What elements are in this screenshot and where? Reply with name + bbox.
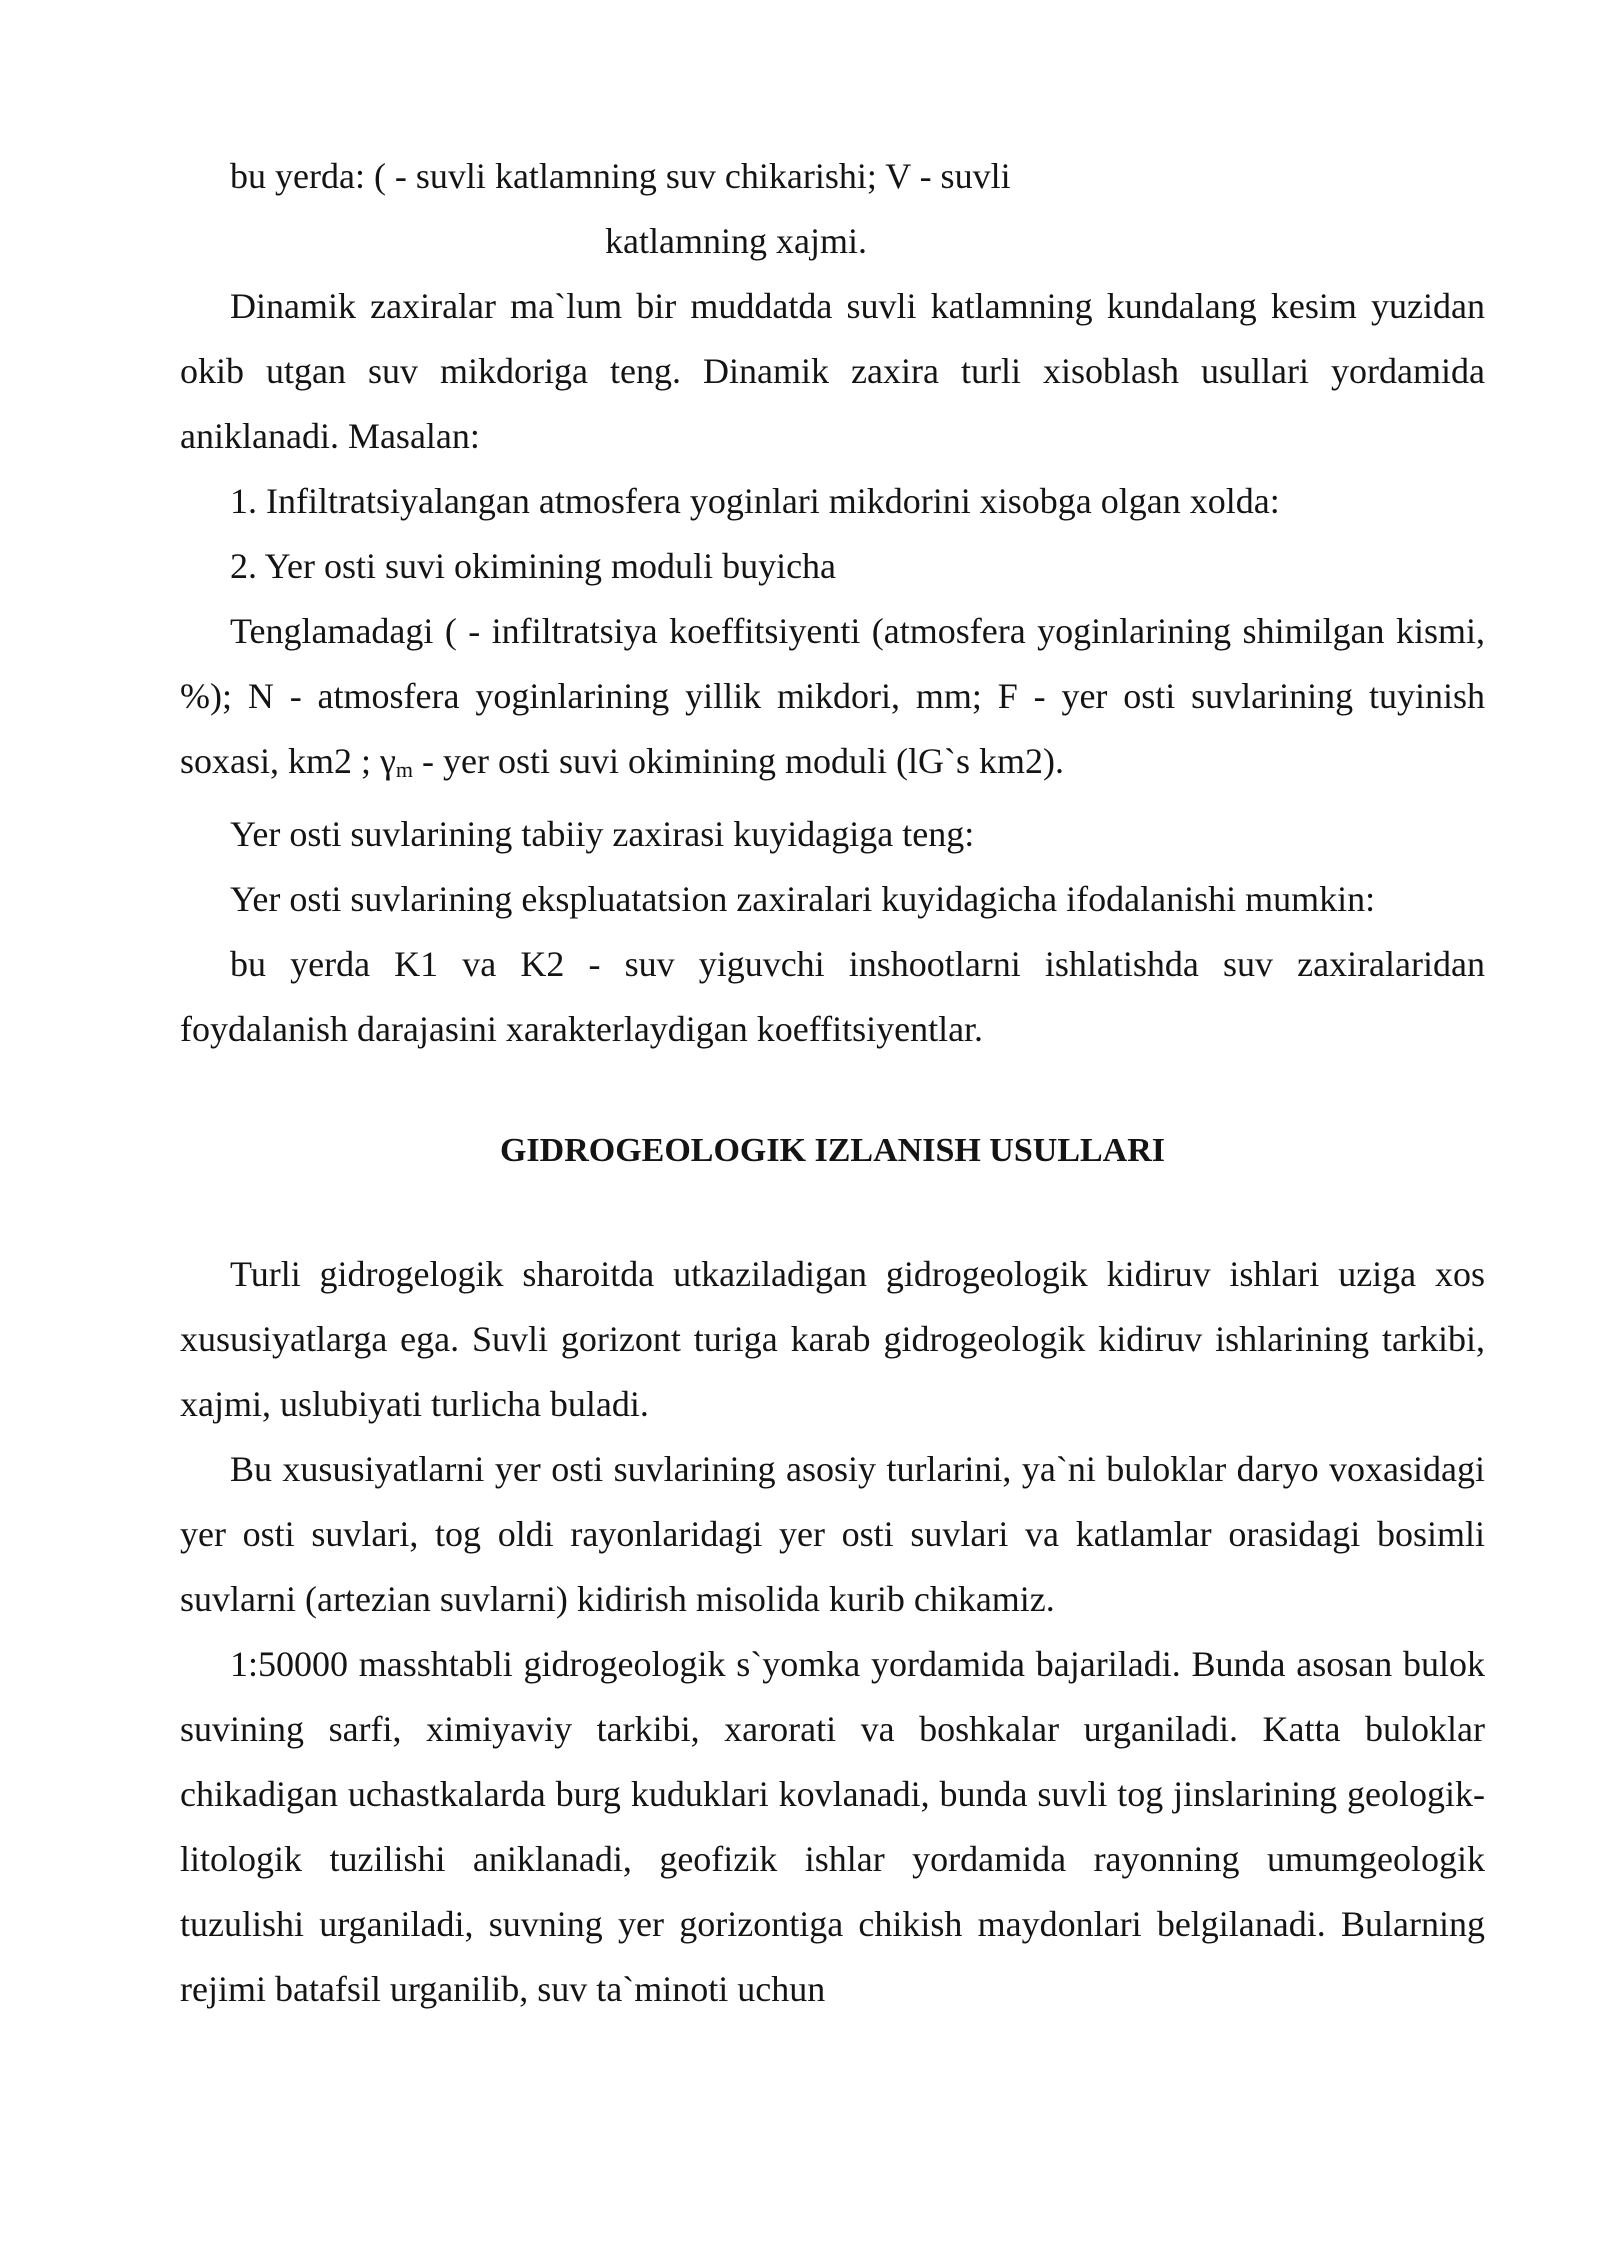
paragraph-equation-terms: [180, 599, 1485, 802]
paragraph-exploration-intro: Turli gidrogelogik sharoitda utkaziladigan gidrogeologik kidiruv ishlari uziga xos xususiyatlarga ega. Suvli gorizont turiga karab gidrogeologik kidiruv ishlarining tarkibi, xajmi, uslubiyati turlicha buladi.: [180, 1254, 1485, 1424]
gamma-subscript: m: [395, 757, 414, 782]
section-heading: GIDROGEOLOGIK IZLANISH USULLARI: [499, 1132, 1166, 1169]
paragraph-method-2: 2. Yer osti suvi okimining moduli buyicha: [230, 546, 837, 586]
equation-terms-text: Tenglamadagi ( - infiltratsiya koeffitsiyenti (atmosfera yoginlarining shimilgan kismi, %); N - atmosfera yoginlarining yillik mikdori, mm; F - yer osti suvlarining tuyinish soxasi, km2 ; γ: [180, 611, 1485, 781]
paragraph-coefficients: bu yerda K1 va K2 - suv yiguvchi inshootlarni ishlatishda suv zaxiralaridan foydalanish darajasini xarakterlaydigan koeffitsiyentlar.: [180, 944, 1485, 1049]
text-block-reserves: [180, 144, 1485, 1062]
paragraph-survey-scale: 1:50000 masshtabli gidrogeologik s`yomka yordamida bajariladi. Bunda asosan bulok suvining sarfi, ximiyaviy tarkibi, xarorati va boshkalar urganiladi. Katta buloklar chikadigan uchastkalarda burg kuduklari kovlanadi, bunda suvli tog jinslarining geologik-litologik tuzilishi aniklanadi, geofizik ishlar yordamida rayonning umumgeologik tuzulishi urganiladi, suvning yer gorizontiga chikish maydonlari belgilanadi. Bularning rejimi batafsil urganilib, suv ta`minoti uchun: [180, 1644, 1485, 2009]
paragraph-exploitation-reserve: Yer osti suvlarining ekspluatatsion zaxiralari kuyidagicha ifodalanishi mumkin:: [230, 879, 1376, 919]
text-block-methods: [180, 1242, 1485, 2022]
paragraph-where-line2: katlamning xajmi.: [605, 221, 867, 261]
paragraph-where-line1: bu yerda: ( - suvli katlamning suv chikarishi; V - suvli: [230, 156, 1011, 196]
paragraph-method-1: 1. Infiltratsiyalangan atmosfera yoginlari mikdorini xisobga olgan xolda:: [230, 481, 1280, 521]
paragraph-natural-reserve: Yer osti suvlarining tabiiy zaxirasi kuyidagiga teng:: [230, 814, 975, 854]
paragraph-water-types: Bu xususiyatlarni yer osti suvlarining asosiy turlarini, ya`ni buloklar daryo voxasidagi yer osti suvlari, tog oldi rayonlaridagi yer osti suvlari va katlamlar orasidagi bosimli suvlarni (artezian suvlarni) kidirish misolida kurib chikamiz.: [180, 1449, 1485, 1619]
paragraph-dynamic-reserves: Dinamik zaxiralar ma`lum bir muddatda suvli katlamning kundalang kesim yuzidan okib utgan suv mikdoriga teng. Dinamik zaxira turli xisoblash usullari yordamida aniklanadi. Masalan:: [180, 286, 1485, 456]
equation-terms-tail: - yer osti suvi okimining moduli (lG`s km2).: [413, 741, 1065, 781]
